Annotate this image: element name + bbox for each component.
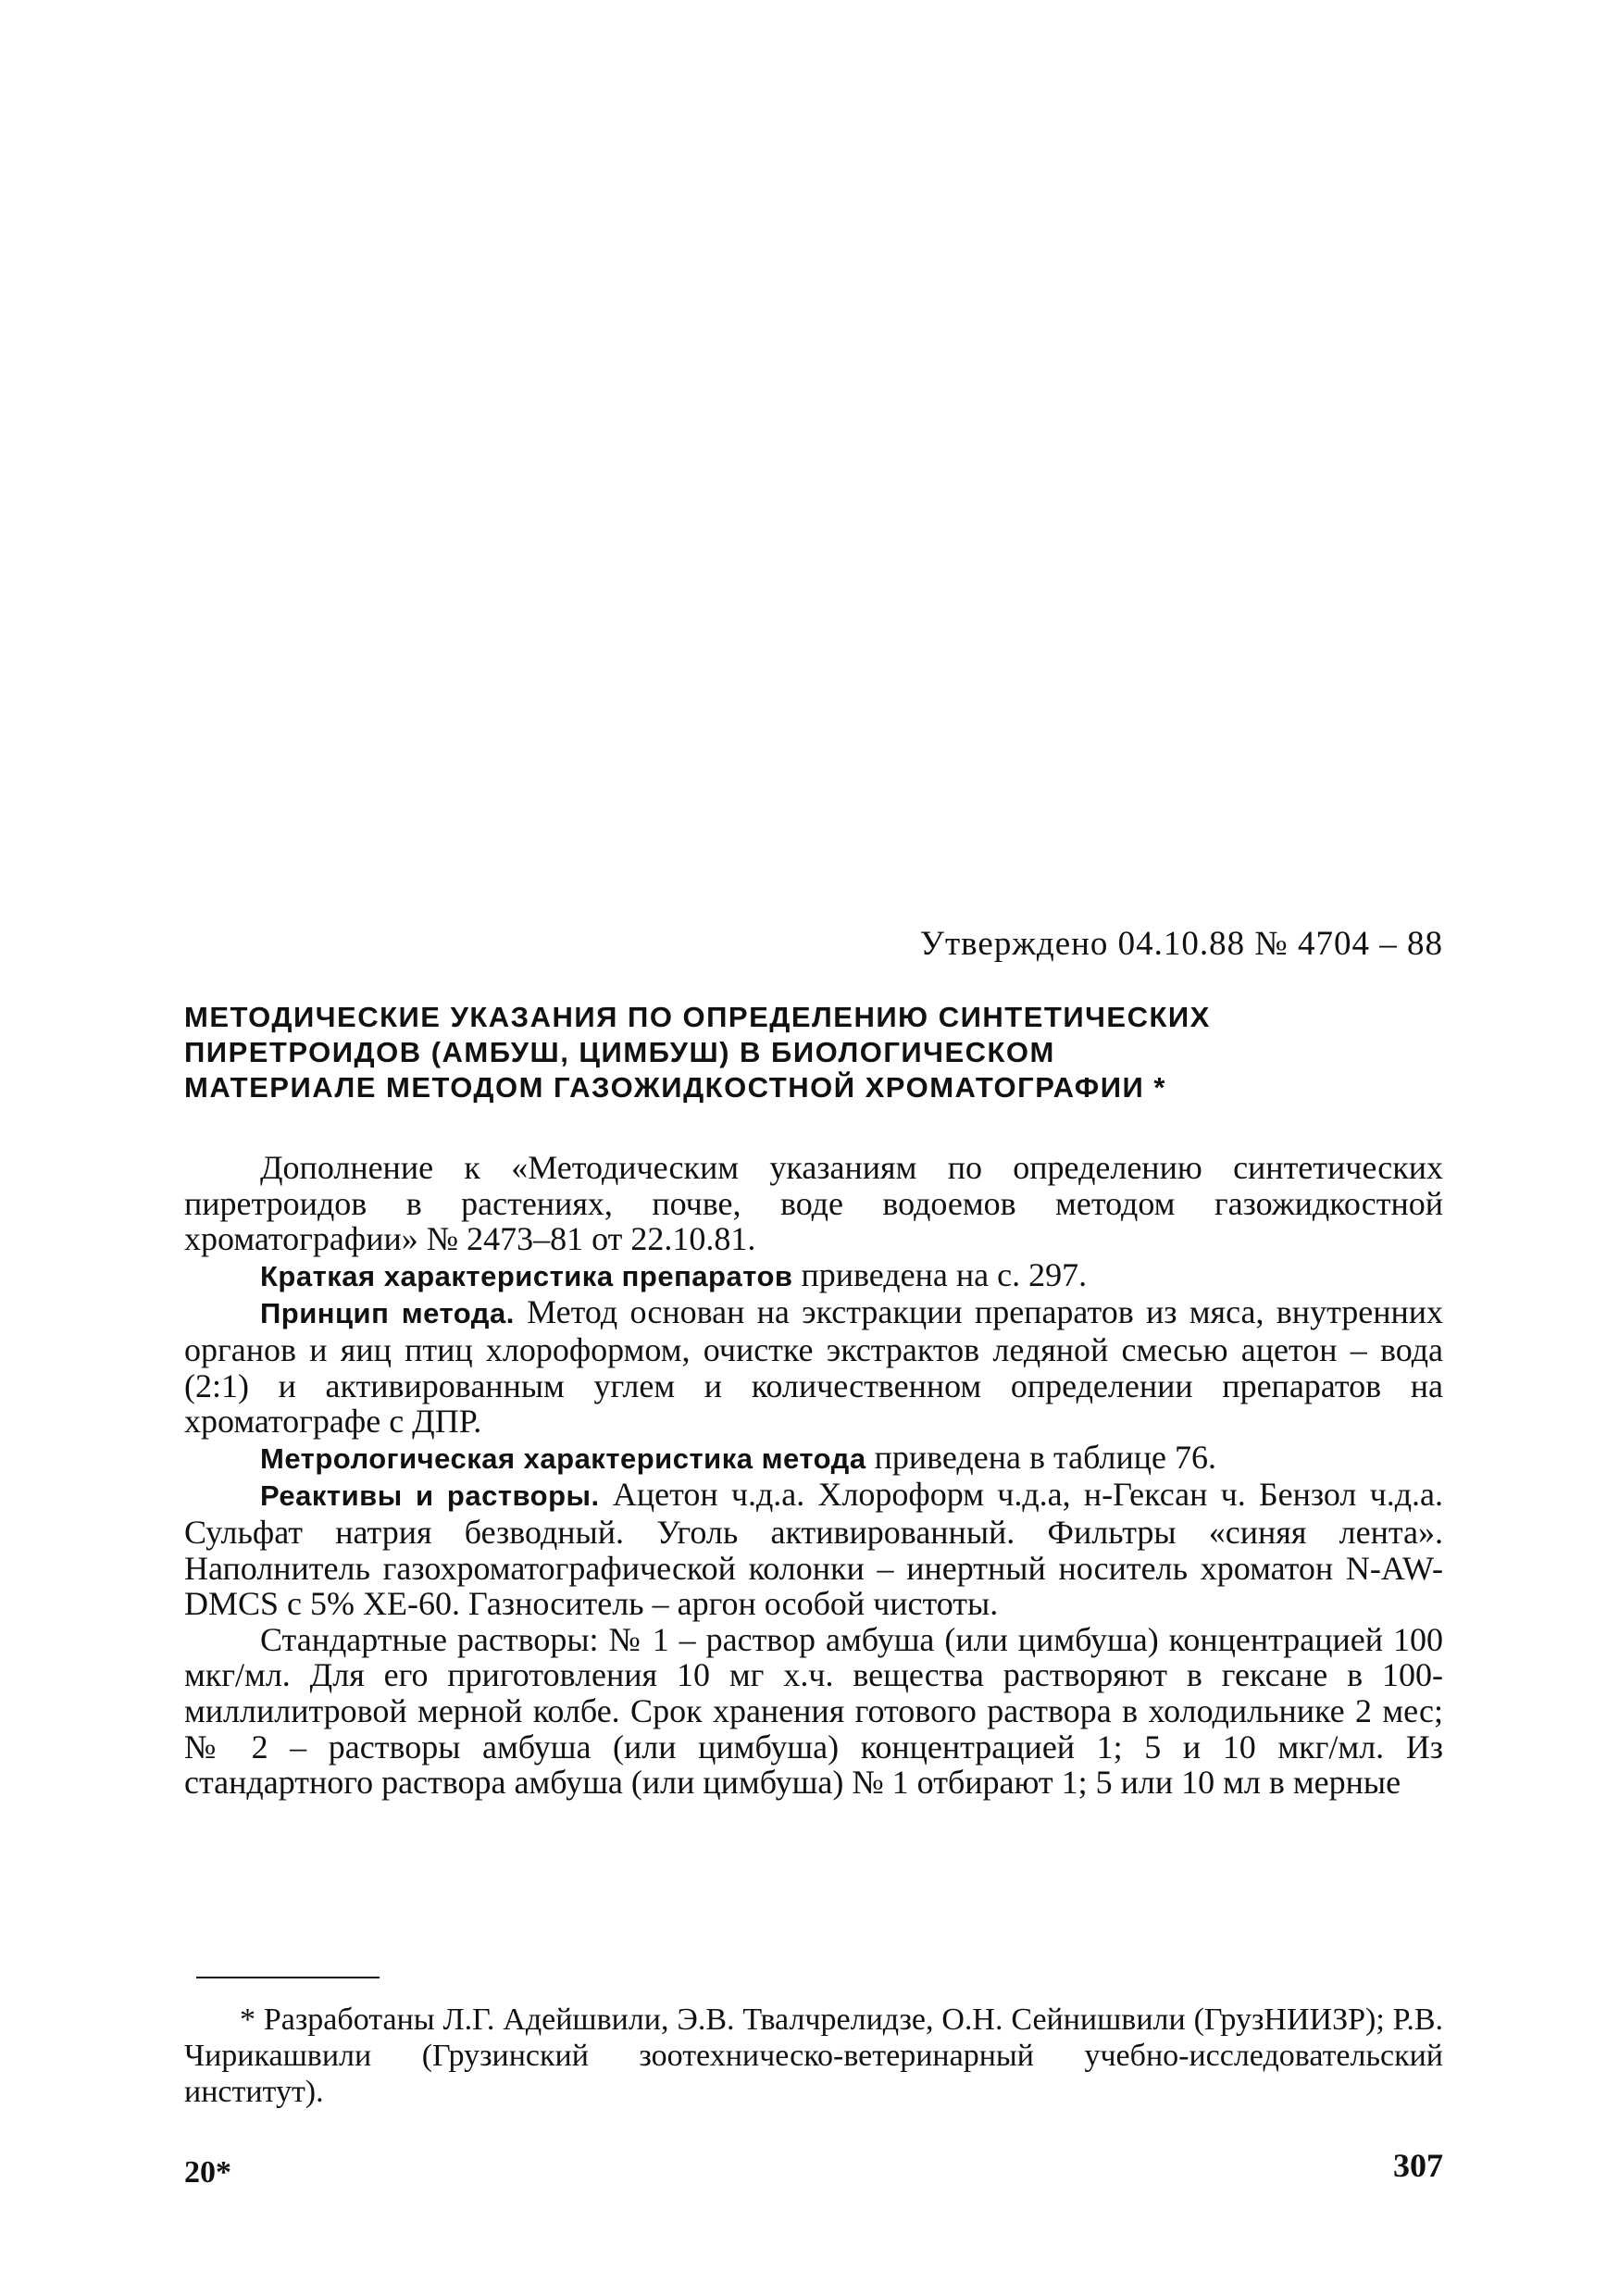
paragraph-metrology [184,1440,1443,1478]
paragraph-characteristics [184,1257,1443,1295]
paragraph-text: Стандартные растворы: № 1 – раствор амбуша (или цимбуша) концентрацией 100 мкг/мл. Для его приготовления 10 мг х.ч. вещества растворяют в гексане в 100-миллилитровой мерной колбе. Срок хранения готового раствора в холодильнике 2 мес; № 2 – растворы амбуша (или цимбуша) концентрацией 1; 5 и 10 мкг/мл. Из стандартного раствора амбуша (или цимбуша) № 1 отбирают 1; 5 или 10 мл в мерные [184,1620,1443,1802]
footnote [184,2002,1443,2110]
paragraph-supplement [184,1150,1443,1257]
paragraph-text: Метод основан на экстракции препаратов из мяса, внутренних органов и яиц птиц хлороформом, очистке экстрактов ледяной смесью ацетон – вода (2:1) и активированным углем и количественном определении препаратов на хроматографе с ДПР. [184,1293,1444,1441]
paragraph-standards [184,1622,1443,1801]
footnote-text: * Разработаны Л.Г. Адейшвили, Э.В. Твалчрелидзе, О.Н. Сейнишвили (ГрузНИИЗР); Р.В. Чирикашвили (Грузинский зоотехническо-ветеринарный учебно-исследовательский институт). [184,2003,1443,2109]
page-number: 307 [1393,2147,1443,2184]
paragraph-lead: Принцип метода. [260,1297,515,1330]
title-line-3: МАТЕРИАЛЕ МЕТОДОМ ГАЗОЖИДКОСТНОЙ ХРОМАТОГРАФИИ * [184,1071,1166,1104]
paragraph-text: Ацетон ч.д.а. Хлороформ ч.д.а, н-Гексан ч. Бензол ч.д.а. Сульфат натрия безводный. Уголь активированный. Фильтры «синяя лента». Наполнитель газохроматографической колонки – инертный носитель хроматон N-AW-DMCS с 5% XE-60. Газноситель – аргон особой чистоты. [184,1476,1443,1623]
paragraph-text: приведена в таблице 76. [866,1438,1216,1476]
document-title [184,1000,1462,1105]
paragraph-lead: Реактивы и растворы. [260,1479,600,1513]
title-line-2: ПИРЕТРОИДОВ (АМБУШ, ЦИМБУШ) В БИОЛОГИЧЕСКОМ [184,1036,1055,1068]
paragraph-text: приведена на с. 297. [792,1255,1088,1293]
title-line-1: МЕТОДИЧЕСКИЕ УКАЗАНИЯ ПО ОПРЕДЕЛЕНИЮ СИНТЕТИЧЕСКИХ [184,1001,1211,1033]
signature-mark: 20* [184,2155,231,2190]
paragraph-lead: Краткая характеристика препаратов [260,1259,793,1292]
paragraph-reagents [184,1477,1443,1621]
paragraph-text: Дополнение к «Методическим указаниям по определению синтетических пиретроидов в растениях, почве, воде водоемов методом газожидкостной хроматографии» № 2473–81 от 22.10.81. [184,1149,1443,1258]
paragraph-principle [184,1294,1443,1439]
paragraph-lead: Метрологическая характеристика метода [260,1441,866,1475]
approval-line: Утверждено 04.10.88 № 4704 – 88 [919,925,1443,963]
document-body [184,1150,1443,1801]
footnote-divider [196,1977,380,1978]
